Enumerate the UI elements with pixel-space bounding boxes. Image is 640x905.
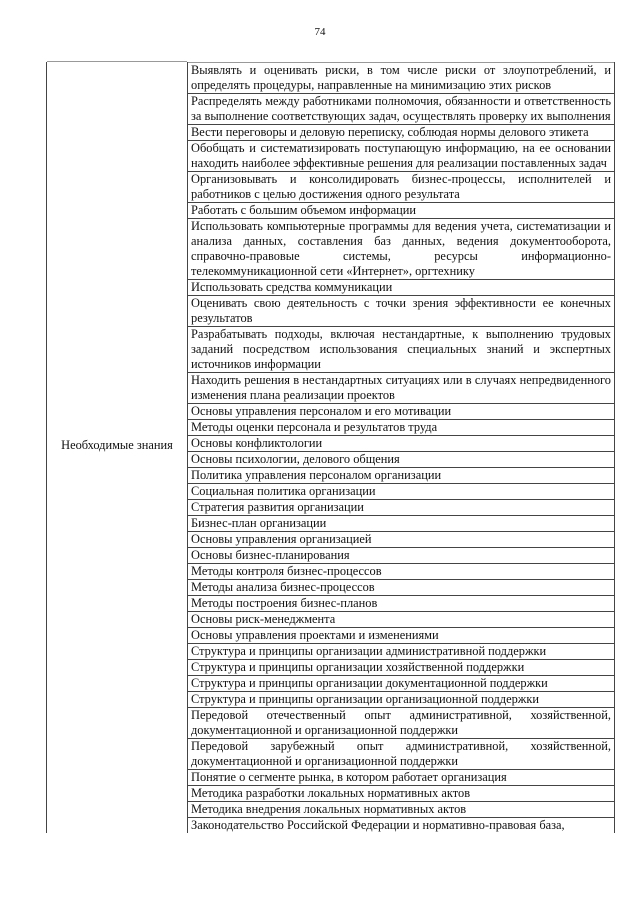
list-item: Структура и принципы организации хозяйственной поддержки (188, 660, 614, 676)
list-item: Передовой зарубежный опыт административной, хозяйственной, документационной и организационной поддержки (188, 739, 614, 770)
list-item: Основы управления организацией (188, 532, 614, 548)
list-item: Основы бизнес-планирования (188, 548, 614, 564)
list-item: Политика управления персоналом организации (188, 468, 614, 484)
section-label-knowledge: Необходимые знания (61, 438, 173, 452)
list-item: Использовать компьютерные программы для ведения учета, систематизации и анализа данных, составления баз данных, ведения документооборота, справочно-правовые системы, ресурсы информационно-телекоммуникационной сети «Интернет», оргтехнику (188, 219, 614, 280)
section-label-cell (47, 62, 188, 833)
list-item: Методика внедрения локальных нормативных актов (188, 802, 614, 818)
list-item: Работать с большим объемом информации (188, 203, 614, 219)
list-item: Находить решения в нестандартных ситуациях или в случаях непредвиденного изменения плана реализации проектов (188, 373, 614, 404)
list-item: Организовывать и консолидировать бизнес-процессы, исполнителей и работников с целью достижения одного результата (188, 172, 614, 203)
list-item: Выявлять и оценивать риски, в том числе риски от злоупотреблений, и определять процедуры, направленные на минимизацию этих рисков (188, 62, 614, 94)
table-row (47, 62, 615, 833)
list-item: Структура и принципы организации административной поддержки (188, 644, 614, 660)
list-item: Разрабатывать подходы, включая нестандартные, к выполнению трудовых заданий посредством использования специальных знаний и экспертных источников информации (188, 327, 614, 373)
list-item: Бизнес-план организации (188, 516, 614, 532)
list-item: Основы конфликтологии (188, 436, 614, 452)
page-number: 74 (314, 26, 326, 38)
list-item: Основы управления персоналом и его мотивации (188, 404, 614, 420)
list-item: Структура и принципы организации организационной поддержки (188, 692, 614, 708)
list-item: Оценивать свою деятельность с точки зрения эффективности ее конечных результатов (188, 296, 614, 327)
list-item: Структура и принципы организации документационной поддержки (188, 676, 614, 692)
list-item: Основы риск-менеджмента (188, 612, 614, 628)
label-top-rule (47, 61, 187, 62)
list-item: Социальная политика организации (188, 484, 614, 500)
list-item: Методы анализа бизнес-процессов (188, 580, 614, 596)
list-item: Методы построения бизнес-планов (188, 596, 614, 612)
list-item: Передовой отечественный опыт административной, хозяйственной, документационной и организационной поддержки (188, 708, 614, 739)
competency-table (46, 62, 615, 833)
list-item: Вести переговоры и деловую переписку, соблюдая нормы делового этикета (188, 125, 614, 141)
list-item: Понятие о сегменте рынка, в котором работает организация (188, 770, 614, 786)
list-item: Основы психологии, делового общения (188, 452, 614, 468)
list-item: Обобщать и систематизировать поступающую информацию, на ее основании находить наиболее эффективные решения для реализации поставленных задач (188, 141, 614, 172)
list-item: Распределять между работниками полномочия, обязанности и ответственность за выполнение соответствующих задач, осуществлять проверку их выполнения (188, 94, 614, 125)
list-item: Основы управления проектами и изменениями (188, 628, 614, 644)
list-item: Методика разработки локальных нормативных актов (188, 786, 614, 802)
item-list (188, 62, 614, 833)
list-item: Использовать средства коммуникации (188, 280, 614, 296)
items-cell (188, 62, 615, 833)
list-item: Методы контроля бизнес-процессов (188, 564, 614, 580)
list-item: Законодательство Российской Федерации и нормативно-правовая база, (191, 818, 565, 832)
list-item: Стратегия развития организации (188, 500, 614, 516)
list-item: Методы оценки персонала и результатов труда (188, 420, 614, 436)
